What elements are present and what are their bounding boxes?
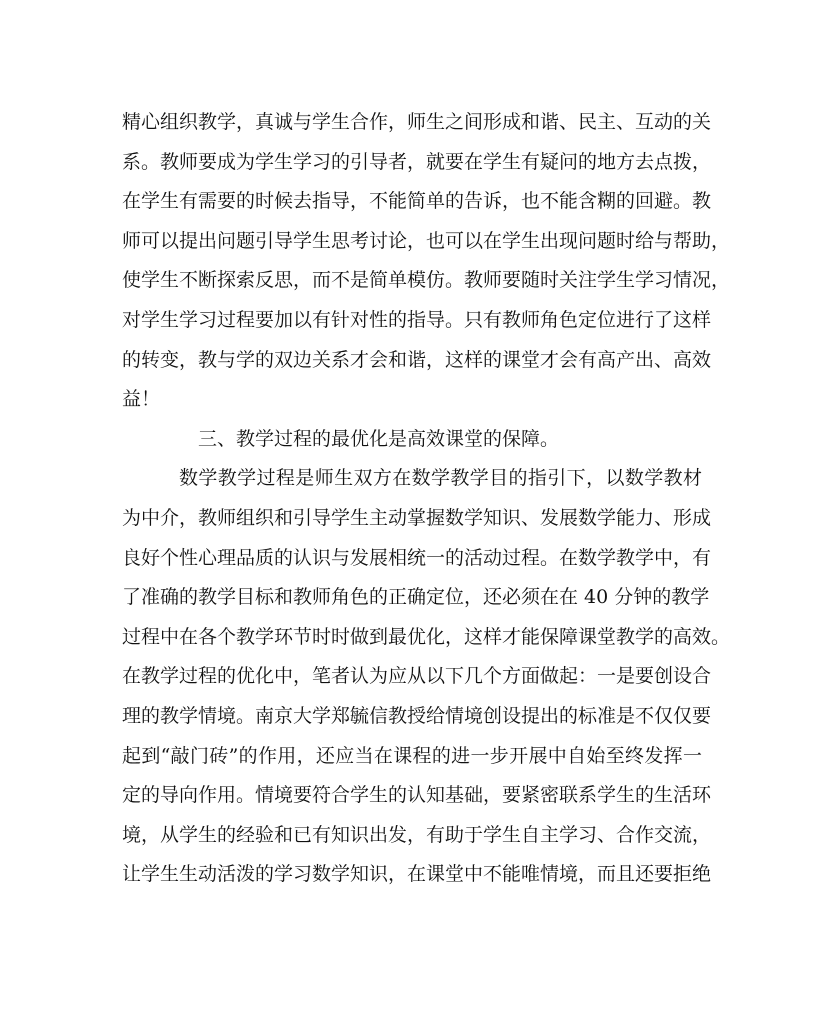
paragraph-1 [122,103,731,420]
paragraph-line: 师可以提出问题引导学生思考讨论，也可以在学生出现问题时给与帮助， [122,229,731,252]
paragraph-line: 数学教学过程是师生双方在数学教学目的指引下，以数学教材 [179,467,702,490]
paragraph-line: 了准确的教学目标和教师角色的正确定位，还必须在在 40 分钟的教学 [122,586,710,609]
paragraph-line: 对学生学习过程要加以有针对性的指导。只有教师角色定位进行了这样 [122,308,712,331]
paragraph-line: 使学生不断探索反思，而不是简单模仿。教师要随时关注学生学习情况， [122,269,731,292]
paragraph-line: 系。教师要成为学生学习的引导者，就要在学生有疑问的地方去点拨， [122,150,712,173]
paragraph-line: 的转变，教与学的双边关系才会和谐，这样的课堂才会有高产出、高效 [122,348,712,371]
paragraph-line: 过程中在各个教学环节时时做到最优化，这样才能保障课堂教学的高效。 [122,625,731,648]
paragraph-line: 理的教学情境。南京大学郑毓信教授给情境创设提出的标准是不仅仅要 [122,704,712,727]
paragraph-line: 在学生有需要的时候去指导，不能简单的告诉，也不能含糊的回避。教 [122,190,712,213]
paragraph-line: 良好个性心理品质的认识与发展相统一的活动过程。在数学教学中，有 [122,546,712,569]
paragraph-line: 境，从学生的经验和已有知识出发，有助于学生自主学习、合作交流， [122,823,712,846]
paragraph-line: 在教学过程的优化中，笔者认为应从以下几个方面做起：一是要创设合 [122,665,712,688]
paragraph-line: 让学生生动活泼的学习数学知识，在课堂中不能唯情境，而且还要拒绝 [122,863,712,886]
paragraph-line: 为中介，教师组织和引导学生主动掌握数学知识、发展数学能力、形成 [122,506,712,529]
paragraph-line: 益！ [122,388,161,411]
body-text [122,103,731,895]
paragraph-2 [122,459,731,895]
paragraph-line: 起到“敲门砖”的作用，还应当在课程的进一步开展中自始至终发挥一 [122,744,702,767]
section-heading: 三、教学过程的最优化是高效课堂的保障。 [198,427,560,450]
paragraph-line: 定的导向作用。情境要符合学生的认知基础，要紧密联系学生的生活环 [122,784,712,807]
paragraph-line: 精心组织教学，真诚与学生合作，师生之间形成和谐、民主、互动的关 [122,111,712,133]
